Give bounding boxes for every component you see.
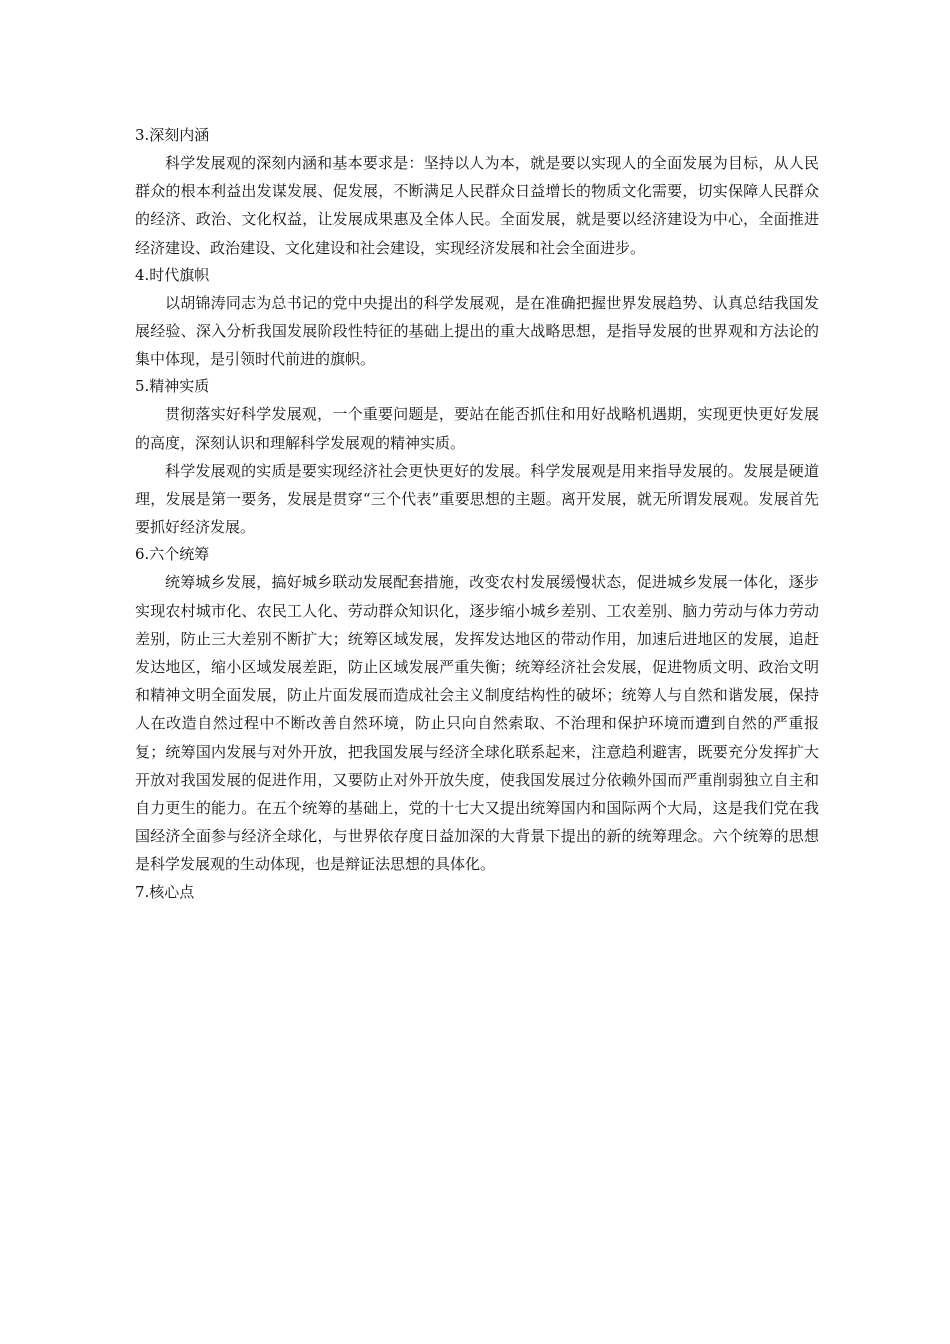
section-heading: 7.核心点 — [135, 882, 195, 901]
section-heading: 6.六个统筹 — [135, 545, 210, 564]
section-3 — [135, 122, 819, 262]
paragraph: 科学发展观的深刻内涵和基本要求是：坚持以人为本，就是要以实现人的全面发展为目标，从人民群众的根本利益出发谋发展、促发展，不断满足人民群众日益增长的物质文化需要，切实保障人民群众的经济、政治、文化权益，让发展成果惠及全体人民。全面发展，就是要以经济建设为中心，全面推进经济建设、政治建设、文化建设和社会建设，实现经济发展和社会全面进步。 — [135, 154, 819, 257]
section-5 — [135, 373, 819, 541]
paragraph: 科学发展观的实质是要实现经济社会更快更好的发展。科学发展观是用来指导发展的。发展是硬道理，发展是第一要务，发展是贯穿“三个代表”重要思想的主题。离开发展，就无所谓发展观。发展首先要抓好经济发展。 — [135, 461, 819, 537]
paragraph: 统筹城乡发展，搞好城乡联动发展配套措施，改变农村发展缓慢状态，促进城乡发展一体化，逐步实现农村城市化、农民工人化、劳动群众知识化，逐步缩小城乡差别、工农差别、脑力劳动与体力劳动差别，防止三大差别不断扩大；统筹区域发展，发挥发达地区的带动作用，加速后进地区的发展，追赶发达地区，缩小区域发展差距，防止区域发展严重失衡；统筹经济社会发展，促进物质文明、政治文明和精神文明全面发展，防止片面发展而造成社会主义制度结构性的破坏；统筹人与自然和谐发展，保持人在改造自然过程中不断改善自然环境，防止只向自然索取、不治理和保护环境而遭到自然的严重报复；统筹国内发展与对外开放，把我国发展与经济全球化联系起来，注意趋利避害，既要充分发挥扩大开放对我国发展的促进作用，又要防止对外开放失度，使我国发展过分依赖外国而严重削弱独立自主和自力更生的能力。在五个统筹的基础上，党的十七大又提出统筹国内和国际两个大局，这是我们党在我国经济全面参与经济全球化，与世界依存度日益加深的大背景下提出的新的统筹理念。六个统筹的思想是科学发展观的生动体现，也是辩证法思想的具体化。 — [135, 573, 819, 874]
section-6 — [135, 541, 819, 878]
section-heading: 5.精神实质 — [135, 377, 210, 396]
section-7 — [135, 879, 819, 906]
paragraph: 贯彻落实好科学发展观，一个重要问题是，要站在能否抓住和用好战略机遇期，实现更快更好发展的高度，深刻认识和理解科学发展观的精神实质。 — [135, 405, 819, 452]
section-heading: 3.深刻内涵 — [135, 126, 210, 144]
paragraph: 以胡锦涛同志为总书记的党中央提出的科学发展观，是在准确把握世界发展趋势、认真总结我国发展经验、深入分析我国发展阶段性特征的基础上提出的重大战略思想，是指导发展的世界观和方法论的集中体现，是引领时代前进的旗帜。 — [135, 293, 819, 369]
section-heading: 4.时代旗帜 — [135, 265, 210, 284]
document-page — [135, 122, 819, 906]
section-4 — [135, 262, 819, 374]
